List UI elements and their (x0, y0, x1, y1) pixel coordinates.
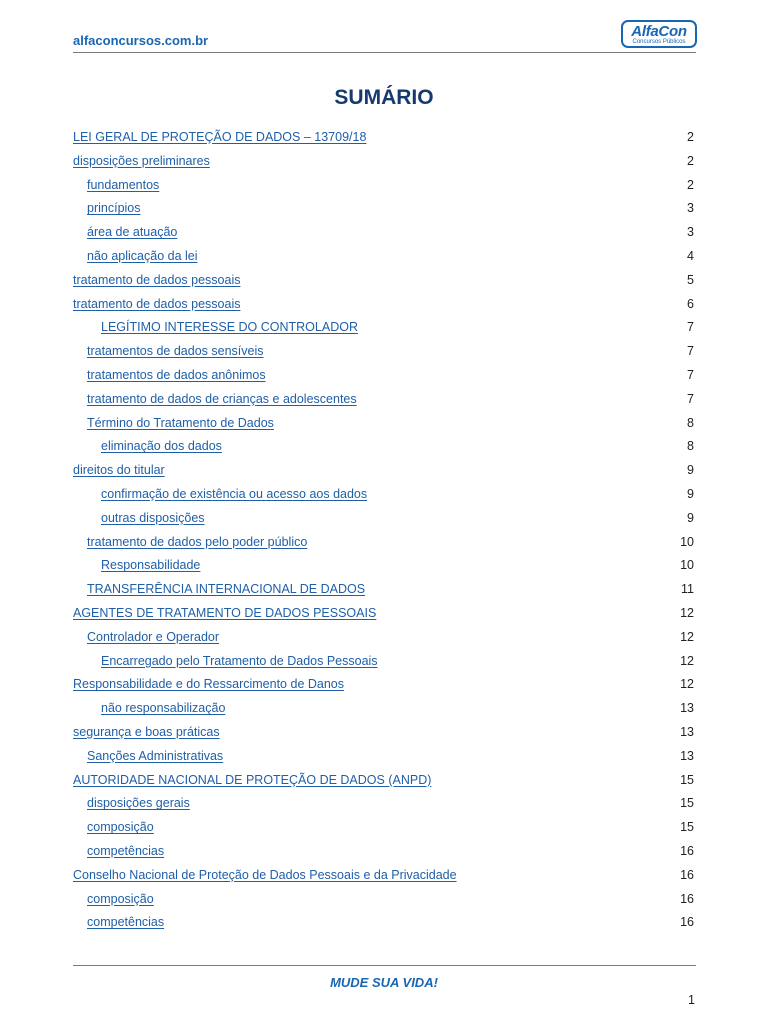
toc-entry (73, 341, 696, 361)
toc-entry-page: 8 (687, 439, 694, 454)
toc-entry (73, 651, 696, 671)
toc-entry-link[interactable]: competências (87, 915, 165, 930)
header-site-link[interactable]: alfaconcursos.com.br (73, 33, 209, 48)
toc-entry-link[interactable]: disposições gerais (87, 796, 190, 811)
toc-entry (73, 294, 696, 314)
toc-entry-link[interactable]: não responsabilização (101, 701, 226, 716)
toc-entry (73, 508, 696, 528)
toc-entry (73, 436, 696, 456)
toc-entry (73, 579, 696, 599)
footer-divider (73, 965, 696, 966)
toc-entry-page: 9 (687, 510, 694, 525)
toc-entry-page: 10 (680, 558, 694, 573)
toc-entry-page: 3 (687, 201, 694, 216)
toc-entry-link[interactable]: AGENTES DE TRATAMENTO DE DADOS PESSOAIS (73, 606, 377, 620)
toc-entry-link[interactable]: Sanções Administrativas (87, 748, 224, 763)
toc-entry (73, 198, 696, 218)
logo-tagline: Concursos Públicos (632, 39, 686, 45)
toc-entry (73, 603, 696, 623)
toc-entry-link[interactable]: área de atuação (87, 225, 178, 240)
toc-entry (73, 484, 696, 504)
toc-entry-page: 10 (680, 534, 694, 549)
toc-entry-link[interactable]: disposições preliminares (73, 153, 210, 168)
toc-entry (73, 413, 696, 433)
toc-entry-link[interactable]: Controlador e Operador (87, 629, 220, 644)
toc-entry-page: 5 (687, 272, 694, 287)
toc-entry-page: 12 (680, 629, 694, 644)
toc-entry-page: 4 (687, 249, 694, 263)
toc-entry-link[interactable]: tratamentos de dados anônimos (87, 368, 266, 382)
toc-entry (73, 222, 696, 242)
toc-entry (73, 627, 696, 647)
toc-entry-page: 16 (680, 891, 694, 906)
toc-entry (73, 698, 696, 718)
toc-entry (73, 889, 696, 909)
toc-entry (73, 270, 696, 290)
toc-entry (73, 317, 696, 337)
toc-entry-page: 15 (680, 820, 694, 835)
toc-entry (73, 555, 696, 575)
toc-entry-page: 2 (687, 153, 694, 168)
toc-entry (73, 151, 696, 171)
toc-entry-link[interactable]: Término do Tratamento de Dados (87, 415, 274, 430)
page-title: SUMÁRIO (334, 86, 434, 109)
toc-entry-link[interactable]: Responsabilidade (101, 558, 201, 573)
toc-entry-page: 16 (680, 867, 694, 882)
toc-entry-link[interactable]: AUTORIDADE NACIONAL DE PROTEÇÃO DE DADOS (ANPD) (73, 772, 432, 787)
toc-entry-link[interactable]: outras disposições (101, 510, 205, 525)
toc-entry-link[interactable]: tratamento de dados pelo poder público (87, 534, 308, 549)
toc-entry-link[interactable]: direitos do titular (73, 463, 165, 478)
toc-entry-link[interactable]: composição (87, 820, 154, 835)
toc-entry (73, 793, 696, 813)
toc-entry-link[interactable]: tratamento de dados de crianças e adolescentes (87, 391, 357, 406)
toc-entry (73, 532, 696, 552)
toc-entry-link[interactable]: competências (87, 844, 165, 858)
toc-entry-page: 13 (680, 725, 694, 739)
toc-entry (73, 912, 696, 932)
toc-entry-page: 7 (687, 320, 694, 335)
toc-entry-link[interactable]: Encarregado pelo Tratamento de Dados Pessoais (101, 653, 378, 668)
toc-entry-page: 16 (680, 915, 694, 930)
toc-entry-link[interactable]: tratamento de dados pessoais (73, 296, 241, 311)
toc-entry-link[interactable]: fundamentos (87, 177, 160, 192)
toc-entry-page: 2 (687, 130, 694, 144)
toc-entry-page: 9 (687, 487, 694, 501)
toc-entry-page: 15 (680, 772, 694, 787)
toc-entry-page: 7 (687, 344, 694, 359)
toc-entry-link[interactable]: tratamento de dados pessoais (73, 272, 241, 287)
toc-entry (73, 365, 696, 385)
toc-entry (73, 817, 696, 837)
toc-entry (73, 770, 696, 790)
toc-entry-link[interactable]: princípios (87, 201, 141, 216)
toc-entry-page: 6 (687, 296, 694, 311)
toc-entry (73, 246, 696, 266)
toc-entry-page: 3 (687, 225, 694, 240)
toc-entry (73, 127, 696, 147)
toc-entry-page: 12 (680, 653, 694, 668)
toc-entry-link[interactable]: LEI GERAL DE PROTEÇÃO DE DADOS – 13709/18 (73, 130, 367, 144)
toc-entry-link[interactable]: segurança e boas práticas (73, 725, 220, 739)
toc-entry (73, 674, 696, 694)
toc-entry-link[interactable]: LEGÍTIMO INTERESSE DO CONTROLADOR (101, 320, 358, 335)
alfacon-logo (621, 20, 697, 48)
toc-entry (73, 722, 696, 742)
toc-entry-link[interactable]: TRANSFERÊNCIA INTERNACIONAL DE DADOS (87, 582, 366, 597)
toc-entry-page: 2 (687, 177, 694, 192)
toc-entry-link[interactable]: composição (87, 891, 154, 906)
toc-entry (73, 175, 696, 195)
toc-entry-page: 7 (687, 391, 694, 406)
toc-entry-link[interactable]: Conselho Nacional de Proteção de Dados Pessoais e da Privacidade (73, 867, 457, 882)
toc-entry-link[interactable]: eliminação dos dados (101, 439, 222, 454)
toc-entry-page: 15 (680, 796, 694, 811)
footer-slogan: MUDE SUA VIDA! (330, 975, 438, 990)
toc-entry-page: 12 (680, 606, 694, 620)
toc-entry-link[interactable]: tratamentos de dados sensíveis (87, 344, 264, 359)
toc-entry-page: 7 (687, 368, 694, 382)
toc-entry (73, 841, 696, 861)
page-number: 1 (688, 993, 695, 1007)
toc-entry-page: 16 (680, 844, 694, 858)
toc-entry-link[interactable]: Responsabilidade e do Ressarcimento de Danos (73, 677, 344, 692)
logo-wordmark: AlfaCon (631, 23, 687, 40)
toc-entry (73, 460, 696, 480)
toc-entry-page: 13 (680, 701, 694, 716)
toc-entry-page: 12 (680, 677, 694, 692)
toc-entry-link[interactable]: não aplicação da lei (87, 249, 198, 263)
toc-entry-page: 9 (687, 463, 694, 478)
toc-entry (73, 389, 696, 409)
toc-entry-page: 11 (681, 582, 694, 597)
toc-entry-page: 13 (680, 748, 694, 763)
toc-entry-link[interactable]: confirmação de existência ou acesso aos dados (101, 487, 368, 501)
toc-entry-page: 8 (687, 415, 694, 430)
toc-entry (73, 746, 696, 766)
header-divider (73, 52, 696, 53)
toc-entry (73, 865, 696, 885)
